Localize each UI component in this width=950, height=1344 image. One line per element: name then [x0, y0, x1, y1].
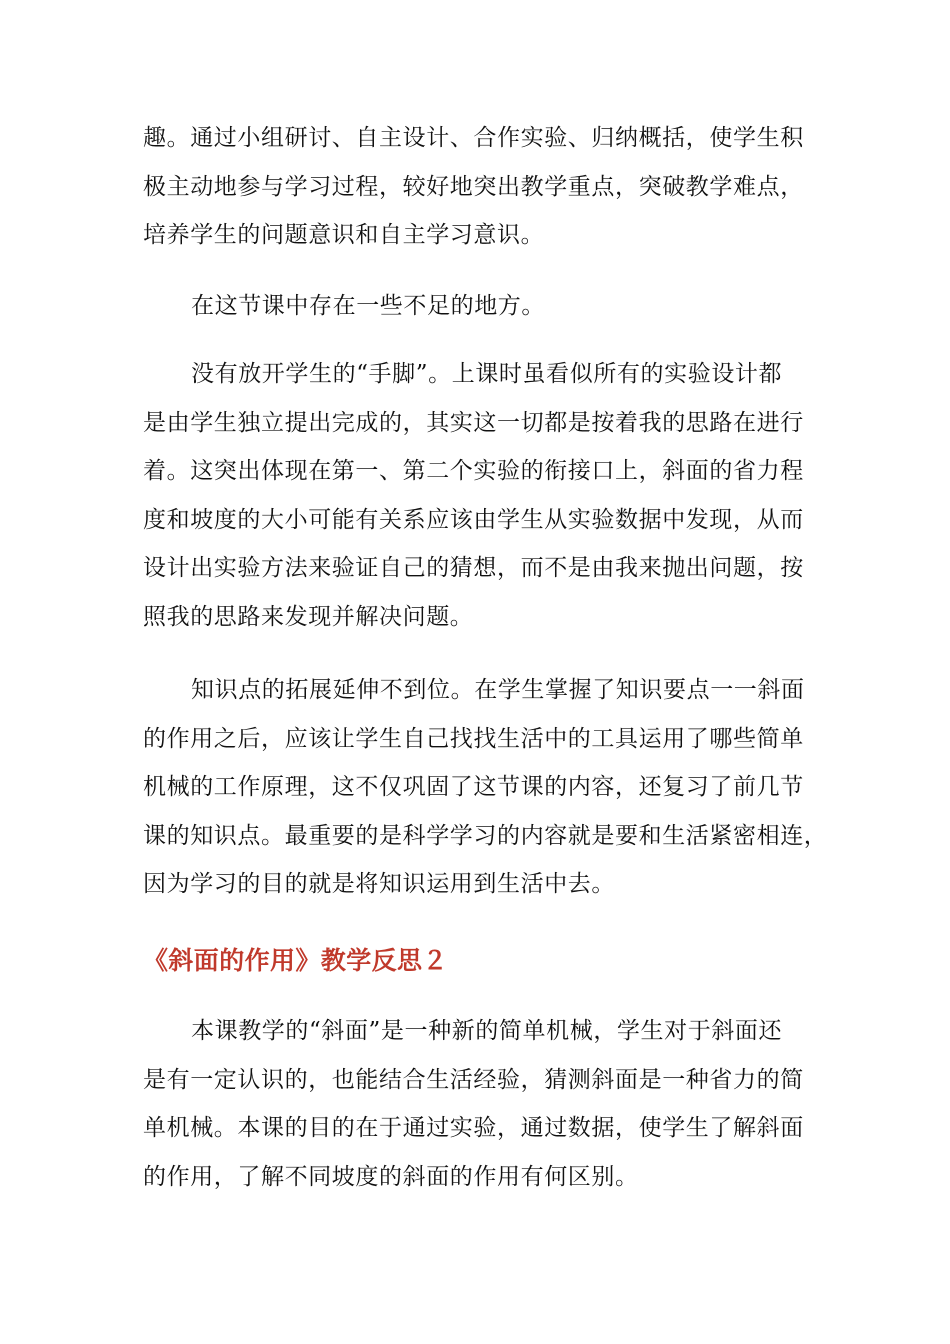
- paragraph-4: [143, 666, 828, 909]
- paragraph-2: [143, 282, 813, 331]
- text-line: 单机械。本课的目的在于通过实验，通过数据，使学生了解斜面: [143, 1115, 804, 1141]
- text-line: 度和坡度的大小可能有关系应该由学生从实验数据中发现，从而: [143, 506, 804, 533]
- paragraph-1: [143, 114, 813, 260]
- text-line: 在这节课中存在一些不足的地方。: [191, 293, 545, 319]
- text-line: 极主动地参与学习过程，较好地突出教学重点，突破教学难点，: [143, 173, 804, 200]
- text-line: 是由学生独立提出完成的，其实这一切都是按着我的思路在进行: [143, 409, 804, 436]
- text-line: 因为学习的目的就是将知识运用到生活中去。: [143, 871, 615, 897]
- text-line: 趣。通过小组研讨、自主设计、合作实验、归纳概括，使学生积: [143, 125, 804, 151]
- text-line: 照我的思路来发现并解决问题。: [143, 603, 474, 630]
- text-line: 本课教学的“斜面”是一种新的简单机械，学生对于斜面还: [191, 1018, 783, 1044]
- text-line: 知识点的拓展延伸不到位。在学生掌握了知识要点一一斜面: [191, 677, 805, 703]
- paragraph-5: [143, 1007, 813, 1201]
- section-heading: 《斜面的作用》教学反思２: [143, 946, 448, 975]
- text-line: 是有一定认识的，也能结合生活经验，猜测斜面是一种省力的简: [143, 1066, 804, 1093]
- text-line: 设计出实验方法来验证自己的猜想，而不是由我来抛出问题，按: [143, 555, 804, 581]
- text-line: 的作用之后，应该让学生自己找找生活中的工具运用了哪些简单: [143, 725, 804, 752]
- text-line: 着。这突出体现在第一、第二个实验的衔接口上，斜面的省力程: [143, 458, 804, 484]
- text-line: 培养学生的问题意识和自主学习意识。: [143, 222, 545, 248]
- text-line: 的作用，了解不同坡度的斜面的作用有何区别。: [143, 1163, 639, 1190]
- text-line: 课的知识点。最重要的是科学学习的内容就是要和生活紧密相连，: [143, 822, 828, 849]
- text-line: 没有放开学生的“手脚”。上课时虽看似所有的实验设计都: [191, 361, 783, 387]
- paragraph-3: [143, 350, 813, 641]
- text-line: 机械的工作原理，这不仅巩固了这节课的内容，还复习了前几节: [143, 774, 804, 800]
